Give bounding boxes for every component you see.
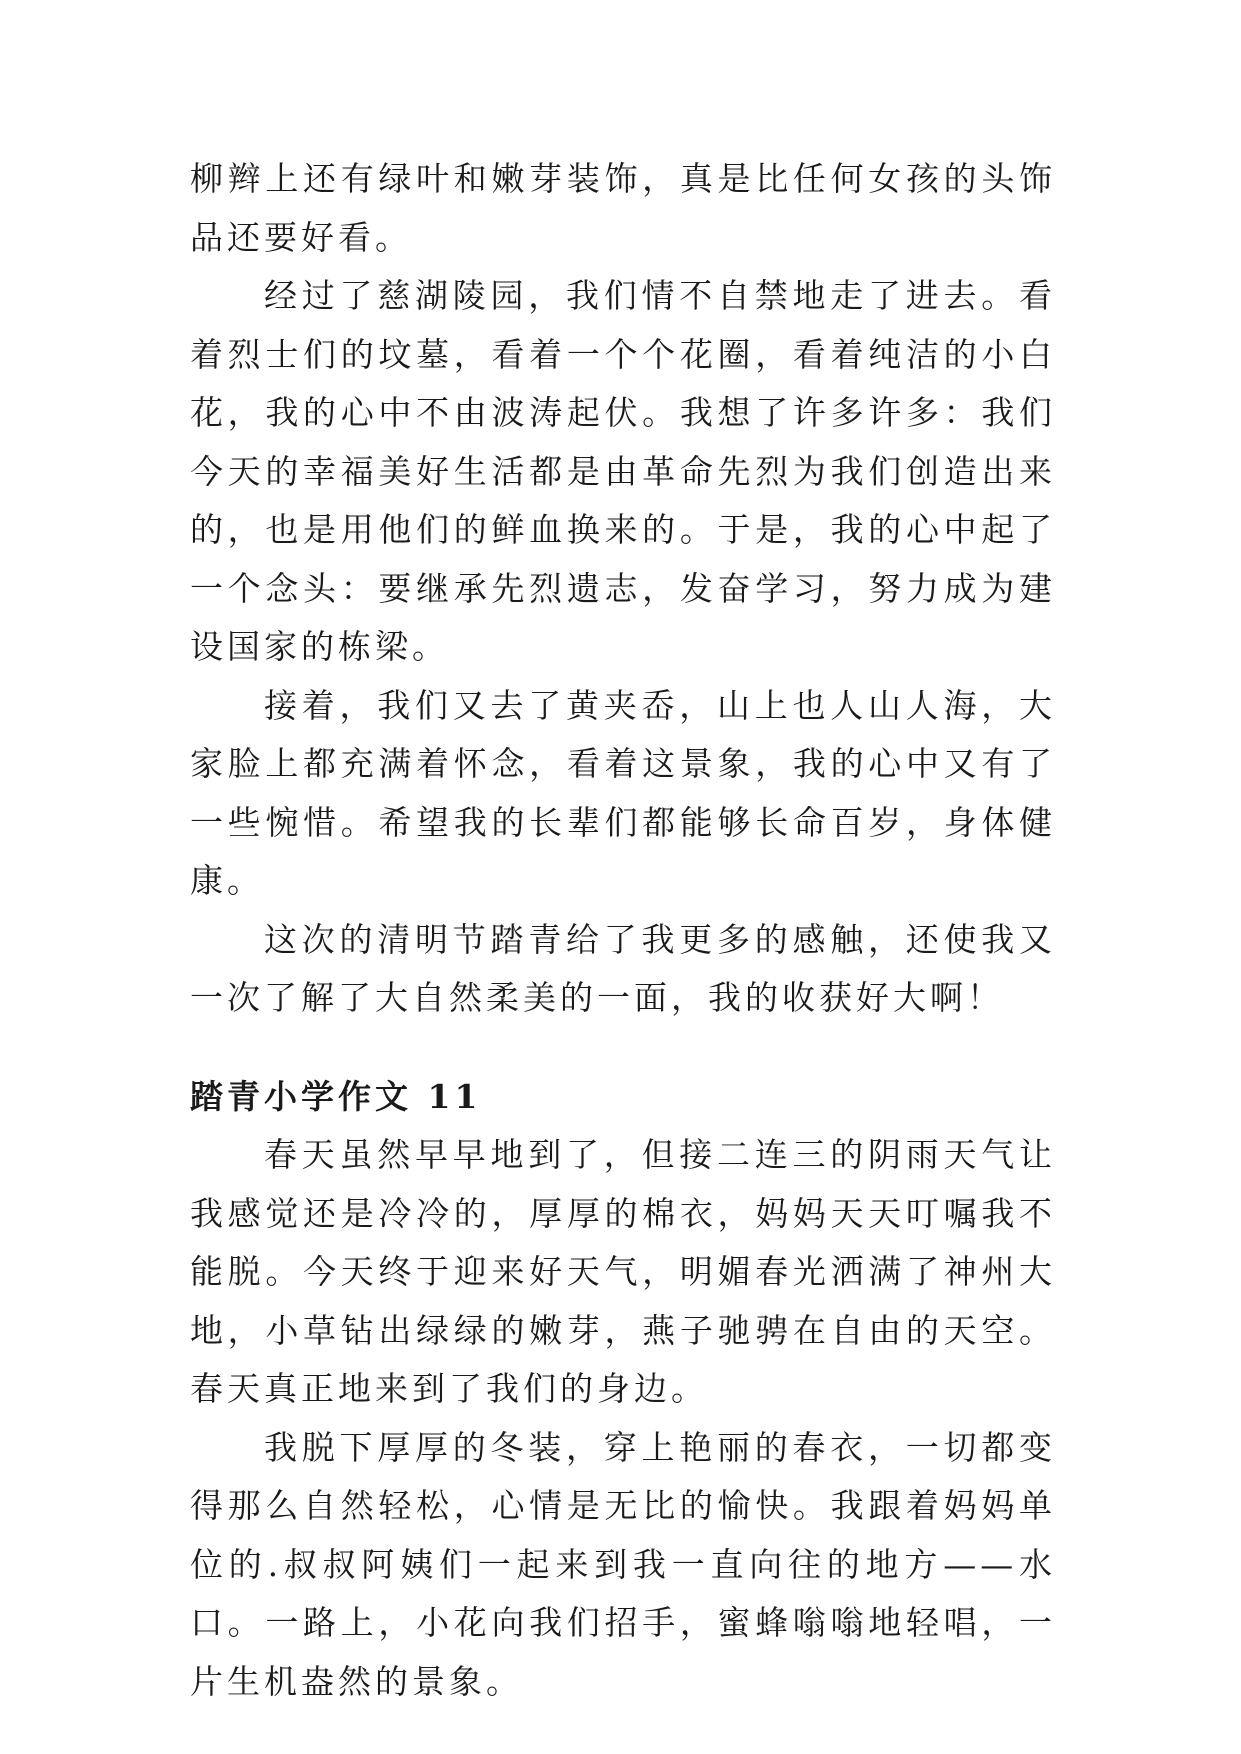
document-page (190, 150, 1056, 1711)
paragraph-spring-arrives: 春天虽然早早地到了，但接二连三的阴雨天气让我感觉还是冷冷的，厚厚的棉衣，妈妈天天叮嘱我不能脱。今天终于迎来好天气，明媚春光洒满了神州大地，小草钻出绿绿的嫩芽，燕子驰骋在自由的天空。春天真正地来到了我们的身边。 (190, 1135, 1056, 1408)
paragraph-shuikou-trip: 我脱下厚厚的冬装，穿上艳丽的春衣，一切都变得那么自然轻松，心情是无比的愉快。我跟着妈妈单位的.叔叔阿姨们一起来到我一直向往的地方——水口。一路上，小花向我们招手，蜜蜂嗡嗡地轻唱，一片生机盎然的景象。 (190, 1427, 1056, 1701)
essay-title: 踏青小学作文 11 (190, 1076, 482, 1116)
paragraph-cihu-cemetery: 经过了慈湖陵园，我们情不自禁地走了进去。看着烈士们的坟墓，看着一个个花圈，看着纯洁的小白花，我的心中不由波涛起伏。我想了许多许多：我们今天的幸福美好生活都是由革命先烈为我们创造出来的，也是用他们的鲜血换来的。于是，我的心中起了一个念头：要继承先烈遗志，发奋学习，努力成为建设国家的栋梁。 (190, 276, 1056, 666)
paragraph-huangjiaao: 接着，我们又去了黄夹岙，山上也人山人海，大家脸上都充满着怀念，看着这景象，我的心中又有了一些惋惜。希望我的长辈们都能够长命百岁，身体健康。 (190, 685, 1056, 900)
paragraph-continuation: 柳辫上还有绿叶和嫩芽装饰，真是比任何女孩的头饰品还要好看。 (190, 159, 1056, 257)
paragraph-conclusion: 这次的清明节踏青给了我更多的感触，还使我又一次了解了大自然柔美的一面，我的收获好大啊！ (190, 919, 1056, 1017)
